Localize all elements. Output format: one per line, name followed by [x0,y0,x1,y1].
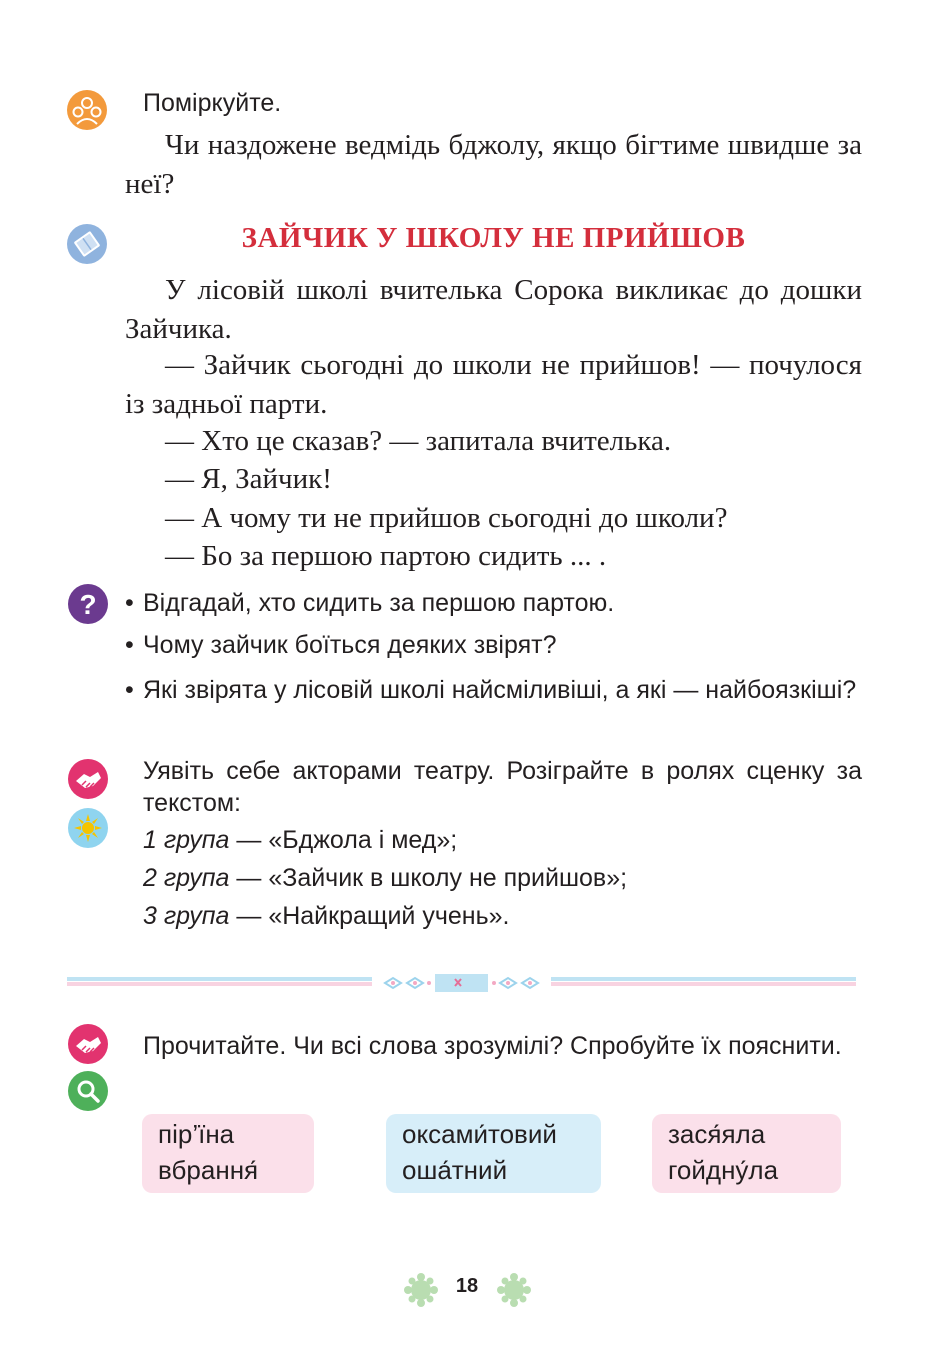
word-box [652,1114,841,1193]
group-line [143,862,627,894]
svg-text:?: ? [79,589,97,620]
bullet: • [125,631,134,659]
word: гойдну́ла [668,1155,779,1185]
question-item [125,629,863,661]
pair-work-icon [68,1024,108,1064]
question-item [125,587,863,619]
question-text: Чому зайчик боїться деяких звірят? [143,631,557,659]
story-title: ЗАЙЧИК У ШКОЛУ НЕ ПРИЙШОВ [241,222,746,254]
word-box [142,1114,314,1193]
word-box [386,1114,601,1193]
group-text: — «Бджола і мед»; [229,826,458,854]
group-label: 3 група [143,902,230,930]
roleplay-intro: Уявіть себе акторами театру. Розіграйте в ролях сценку за текстом: [143,757,862,817]
ornament [383,974,540,992]
page-ornament-right [493,1272,535,1308]
story-paragraph: У лісовій школі вчителька Сорока викликає до дошки Зайчика. [125,274,862,345]
section-divider-right [551,974,856,992]
bullet: • [125,676,134,704]
word: зася́яла [668,1119,766,1149]
think-question: Чи наздожене ведмідь бджолу, якщо бігтиме швидше за неї? [125,129,862,200]
word: оша́тний [402,1155,508,1185]
section-divider-left [67,974,372,992]
question-item [125,674,863,738]
group-line [143,824,457,856]
search-icon [68,1071,108,1111]
question-text: Які звірята у лісовій школі найсміливіші, а які — найбоязкіші? [143,676,857,704]
sun-icon [68,808,108,848]
page-ornament-left [400,1272,442,1308]
group-line [143,900,509,932]
word: пір’їна [158,1119,235,1149]
story-paragraph: — Бо за першою партою сидить ... . [165,540,607,572]
bullet: • [125,589,134,617]
group-label: 2 група [143,864,230,892]
group-label: 1 група [143,826,230,854]
page-number: 18 [455,1275,479,1297]
question-text: Відгадай, хто сидить за першою партою. [143,589,615,617]
story-paragraph: — Я, Зайчик! [165,463,332,495]
reading-book-icon [67,224,107,264]
vocab-instruction: Прочитайте. Чи всі слова зрозумілі? Спробуйте їх пояснити. [143,1032,842,1060]
word: оксами́товий [402,1119,557,1149]
discuss-group-icon [67,90,107,130]
group-text: — «Зайчик в школу не прийшов»; [229,864,628,892]
word: вбрання́ [158,1155,259,1185]
group-text: — «Найкращий учень». [229,902,510,930]
question-icon [68,584,108,624]
pair-work-icon [68,759,108,799]
story-paragraph: — А чому ти не прийшов сьогодні до школи? [165,502,728,534]
story-paragraph: — Зайчик сьогодні до школи не прийшов! — почулося із задньої парти. [125,349,862,420]
think-label: Поміркуйте. [143,89,282,117]
story-paragraph: — Хто це сказав? — запитала вчителька. [165,425,672,457]
